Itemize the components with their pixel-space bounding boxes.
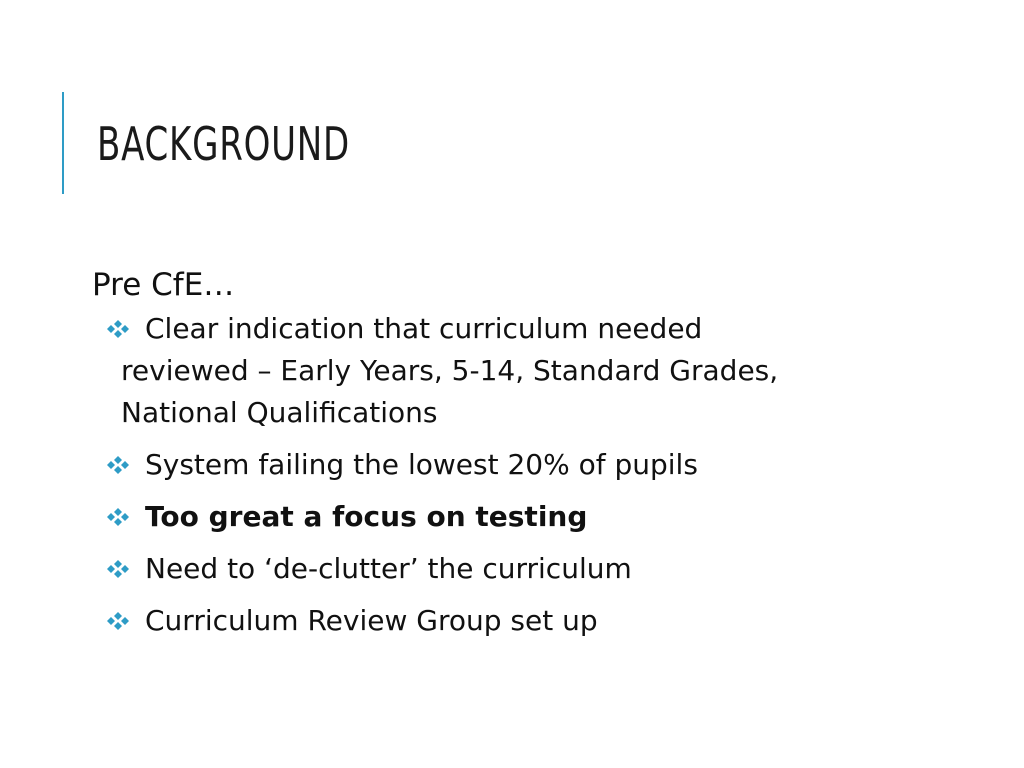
bullet-text: System failing the lowest 20% of pupils [145, 448, 698, 481]
bullet-item [92, 548, 792, 590]
bullet-text: Curriculum Review Group set up [145, 604, 598, 637]
slide-title: BACKGROUND [97, 117, 350, 171]
bullet-text: Clear indication that curriculum needed reviewed – Early Years, 5-14, Standard Grades, National Qualifications [121, 312, 779, 429]
four-diamond-bullet-icon [106, 320, 130, 338]
bullet-item [92, 308, 792, 434]
bullet-item [92, 444, 792, 486]
bullet-item [92, 496, 792, 538]
four-diamond-bullet-icon [106, 456, 130, 474]
four-diamond-bullet-icon [106, 508, 130, 526]
bullet-text: Need to ‘de-clutter’ the curriculum [145, 552, 632, 585]
bullet-list [92, 308, 792, 642]
slide-body [92, 262, 792, 652]
bullet-text: Too great a focus on testing [145, 500, 588, 533]
four-diamond-bullet-icon [106, 560, 130, 578]
title-accent-rule [62, 92, 64, 194]
bullet-item [92, 600, 792, 642]
lead-text: Pre CfE… [92, 267, 235, 303]
four-diamond-bullet-icon [106, 612, 130, 630]
